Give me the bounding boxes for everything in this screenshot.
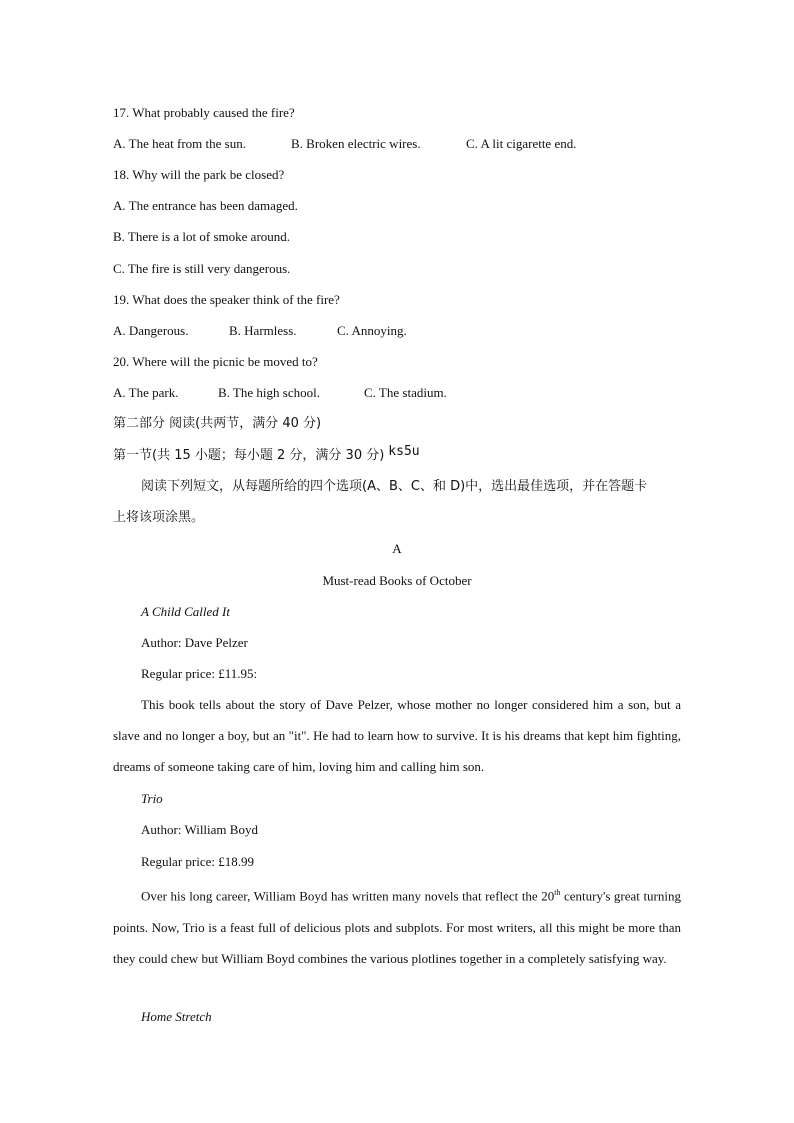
question-19-options [113, 322, 407, 340]
question-18-option-b: B. There is a lot of smoke around. [113, 229, 291, 244]
book-title: Home Stretch [141, 1009, 212, 1024]
option-b: B. Broken electric wires. [291, 136, 421, 151]
option-a: A. The heat from the sun. [113, 136, 246, 151]
book-description: This book tells about the story of Dave Pelzer, whose mother no longer considered him a son, but a slave and no longer a boy, but an "it". He had to learn how to survive. It is his dreams that kept him fighting, dreams of someone taking care of him, loving him and calling him son. [113, 697, 681, 775]
section-title-text: 第一节(共 15 小题；每小题 2 分，满分 30 分) [113, 448, 385, 463]
book-description [113, 877, 681, 974]
option-b: B. Harmless. [229, 323, 297, 338]
ordinal-suffix: th [554, 888, 561, 897]
option-a: A. The park. [113, 385, 179, 400]
passage-title: Must-read Books of October [322, 573, 472, 588]
question-18-option-a: A. The entrance has been damaged. [113, 198, 298, 213]
question-20-options [113, 384, 447, 402]
book-title: Trio [141, 791, 163, 806]
description-text: Over his long career, William Boyd has written many novels that reflect the 20 [141, 888, 555, 904]
instruction-line-1: 阅读下列短文，从每题所给的四个选项(A、B、C、和 D)中，选出最佳选项，并在答题卡 [141, 479, 648, 494]
option-b: B. The high school. [218, 385, 320, 400]
watermark: ks5u [388, 444, 420, 459]
book-price: Regular price: £18.99 [141, 854, 254, 869]
option-c: C. Annoying. [337, 323, 407, 338]
question-17-options [113, 135, 576, 153]
passage-label: A [392, 541, 402, 556]
question-18: 18. Why will the park be closed? [113, 167, 285, 182]
question-17: 17. What probably caused the fire? [113, 105, 295, 120]
instruction-line-2: 上将该项涂黑。 [113, 510, 205, 525]
book-price: Regular price: £11.95: [141, 666, 258, 681]
option-c: C. The stadium. [364, 385, 447, 400]
option-a: A. Dangerous. [113, 323, 189, 338]
book-author: Author: Dave Pelzer [141, 635, 248, 650]
description-text-cont: century's great turning points. Now, Trio is a feast full of delicious plots and subplots. For most writers, all this might be more than they could chew but William Boyd combines the various plotlines together in a completely satisfying way. [113, 888, 682, 966]
question-18-option-c: C. The fire is still very dangerous. [113, 261, 291, 276]
book-title: A Child Called It [141, 604, 230, 619]
option-c: C. A lit cigarette end. [466, 136, 577, 151]
part-title: 第二部分 阅读(共两节，满分 40 分) [113, 416, 322, 431]
question-19: 19. What does the speaker think of the fire? [113, 292, 340, 307]
question-20: 20. Where will the picnic be moved to? [113, 354, 318, 369]
section-title [113, 444, 420, 465]
book-author: Author: William Boyd [141, 822, 258, 837]
